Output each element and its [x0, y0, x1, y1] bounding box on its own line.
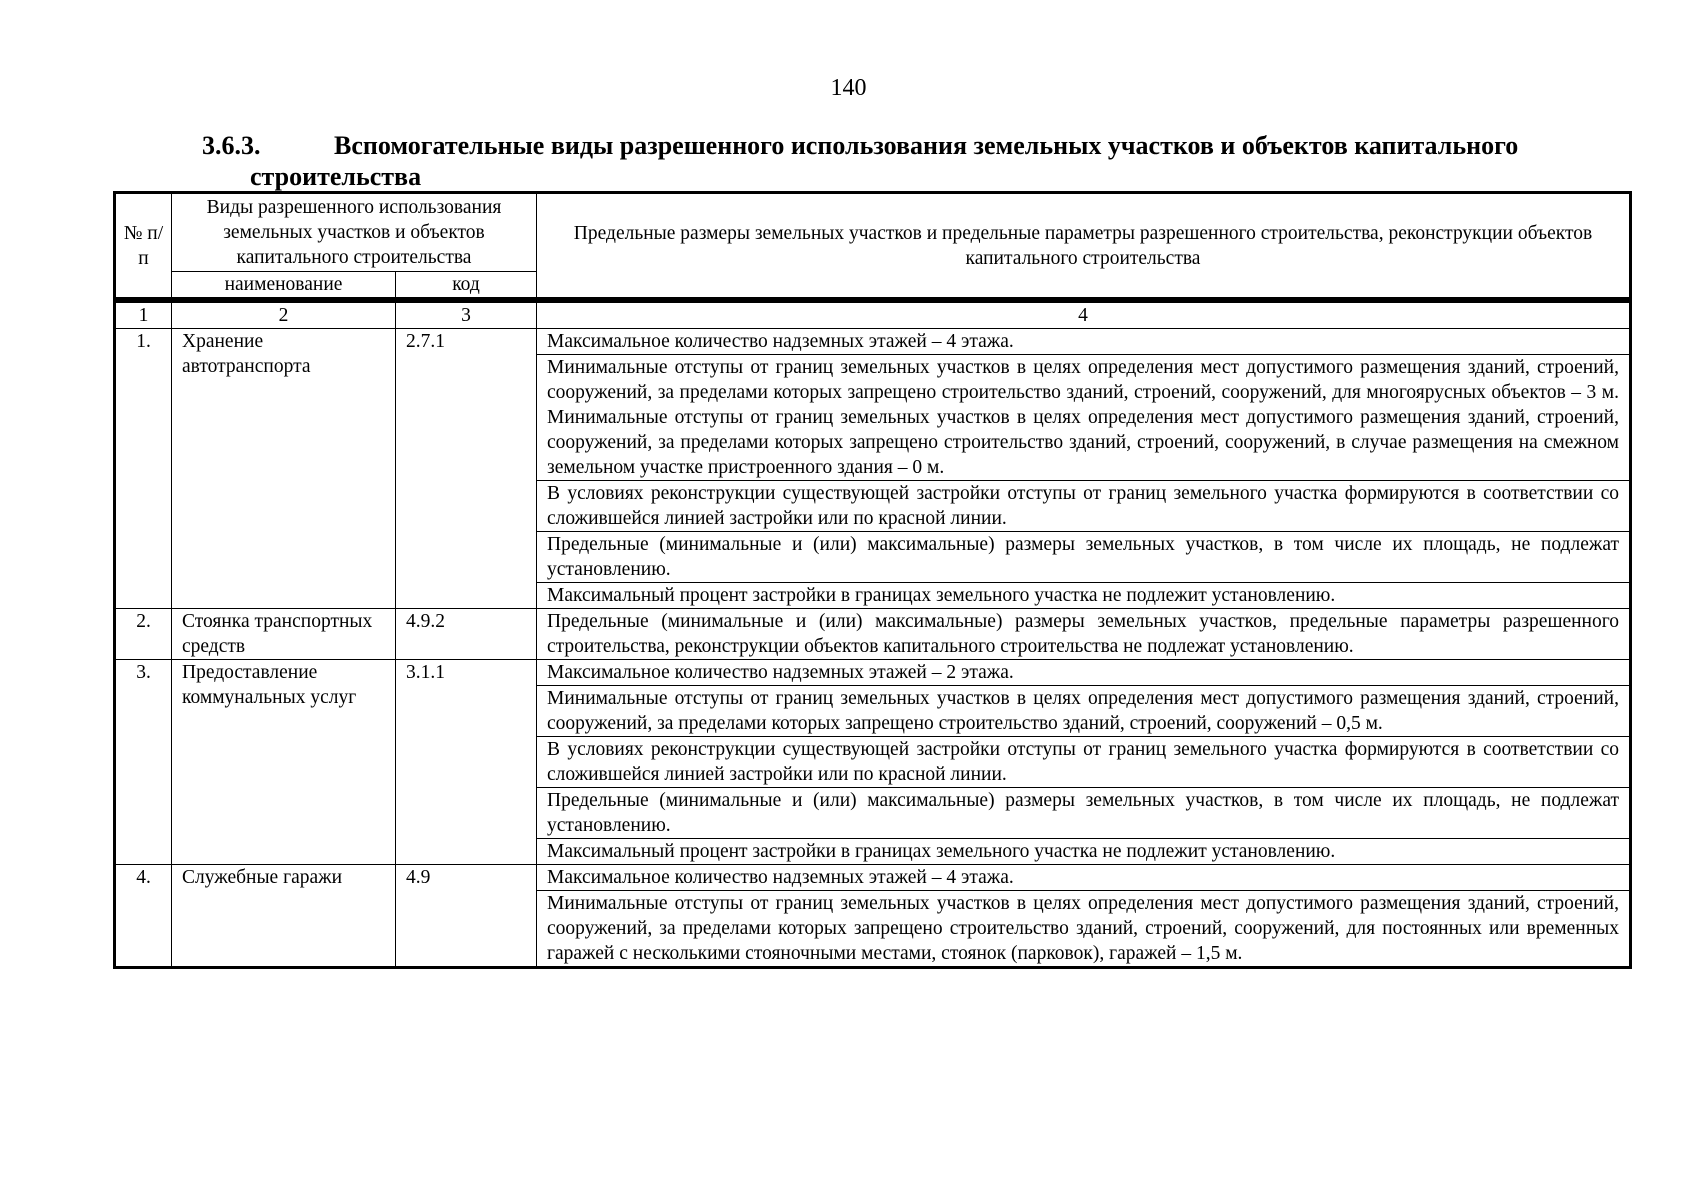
section-title-line2: строительства: [250, 162, 422, 191]
section-title-line1: Вспомогательные виды разрешенного использования земельных участков и объектов капитального: [334, 131, 1519, 160]
header-col-types: Виды разрешенного использования земельных участков и объектов капитального строительства: [172, 194, 537, 272]
param-cell: Минимальные отступы от границ земельных участков в целях определения мест допустимого размещения зданий, строений, сооружений, за пределами которых запрещено строительство зданий, строений, сооружений, для постоянных или временных гаражей с несколькими стояночными местами, стоянок (парковок), гаражей – 1,5 м.: [537, 891, 1630, 967]
row-number: 4.: [116, 865, 172, 967]
use-code: 4.9.2: [396, 609, 537, 660]
param-cell: Минимальные отступы от границ земельных участков в целях определения мест допустимого размещения зданий, строений, сооружений, за пределами которых запрещено строительство зданий, строений, сооружений – 0,5 м.: [537, 686, 1630, 737]
header-col-params: Предельные размеры земельных участков и предельные параметры разрешенного строительства, реконструкции объектов капитального строительства: [537, 194, 1630, 298]
use-code: 3.1.1: [396, 660, 537, 865]
table-body: [115, 302, 1630, 967]
header-col-number: № п/п: [116, 194, 172, 298]
column-number: 4: [537, 303, 1630, 329]
page-number: 140: [830, 75, 867, 101]
column-number: 1: [116, 303, 172, 329]
param-cell: Предельные (минимальные и (или) максимальные) размеры земельных участков, в том числе их площадь, не подлежат установлению.: [537, 788, 1630, 839]
param-cell: Минимальные отступы от границ земельных участков в целях определения мест допустимого размещения зданий, строений, сооружений, за пределами которых запрещено строительство зданий, строений, сооружений, для многоярусных объектов – 3 м. Минимальные отступы от границ земельных участков в целях определения мест допустимого размещения зданий, строений, сооружений, за пределами которых запрещено строительство зданий, строений, сооружений, в случае размещения на смежном земельном участке пристроенного здания – 0 м.: [537, 355, 1630, 481]
column-number: 2: [172, 303, 396, 329]
param-cell: Предельные (минимальные и (или) максимальные) размеры земельных участков, в том числе их площадь, не подлежат установлению.: [537, 532, 1630, 583]
column-number: 3: [396, 303, 537, 329]
use-name: Предоставление коммунальных услуг: [172, 660, 396, 865]
table-row: [116, 609, 1630, 660]
param-cell: Максимальное количество надземных этажей – 4 этажа.: [537, 329, 1630, 355]
section-number: 3.6.3.: [202, 131, 261, 160]
row-number: 3.: [116, 660, 172, 865]
column-number-row: [116, 303, 1630, 329]
param-cell: В условиях реконструкции существующей застройки отступы от границ земельного участка формируются в соответствии со сложившейся линией застройки или по красной линии.: [537, 481, 1630, 532]
use-name: Стоянка транспортных средств: [172, 609, 396, 660]
row-number: 2.: [116, 609, 172, 660]
header-col-name: наименование: [172, 272, 396, 298]
table-row: [116, 329, 1630, 355]
use-code: 4.9: [396, 865, 537, 967]
param-cell: Максимальный процент застройки в границах земельного участка не подлежит установлению.: [537, 583, 1630, 609]
table-row: [116, 660, 1630, 686]
row-number: 1.: [116, 329, 172, 609]
param-cell: В условиях реконструкции существующей застройки отступы от границ земельного участка формируются в соответствии со сложившейся линией застройки или по красной линии.: [537, 737, 1630, 788]
header-col-code: код: [396, 272, 537, 298]
use-name: Хранение автотранспорта: [172, 329, 396, 609]
table-header: [115, 193, 1630, 298]
use-code: 2.7.1: [396, 329, 537, 609]
param-cell: Максимальное количество надземных этажей – 4 этажа.: [537, 865, 1630, 891]
param-cell: Предельные (минимальные и (или) максимальные) размеры земельных участков, предельные параметры разрешенного строительства, реконструкции объектов капитального строительства не подлежат установлению.: [537, 609, 1630, 660]
param-cell: Максимальный процент застройки в границах земельного участка не подлежит установлению.: [537, 839, 1630, 865]
param-cell: Максимальное количество надземных этажей – 2 этажа.: [537, 660, 1630, 686]
use-name: Служебные гаражи: [172, 865, 396, 967]
table-row: [116, 865, 1630, 891]
